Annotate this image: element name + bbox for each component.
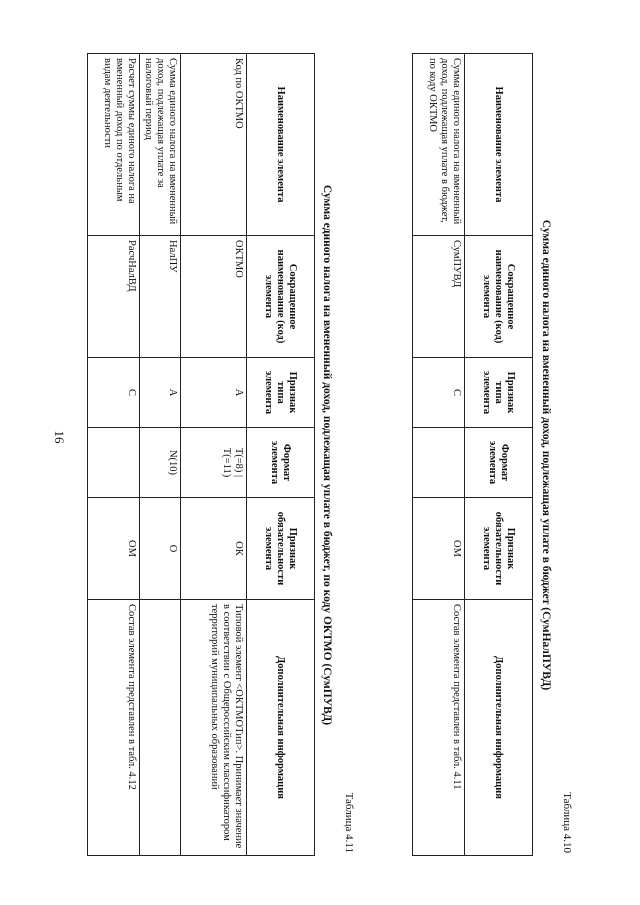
table-row [88,54,140,856]
header-format: Формат элемента [247,428,315,498]
cell-name: Код по ОКТМО [181,54,247,236]
table-caption: Таблица 4.10 [561,792,573,853]
page-number: 16 [52,430,67,444]
header-format: Формат элемента [465,428,533,498]
cell-type: А [140,358,181,428]
cell-info: Состав элемента представлен в табл. 4.11 [413,600,465,856]
cell-code: ОКТМО [181,236,247,358]
table-title: Сумма единого налога на вмененный доход, подлежащая уплате в бюджет, по коду ОКТМО (СумПУВД) [321,184,333,726]
header-required: Признак обязательности элемента [247,498,315,600]
table-row [413,54,465,856]
table-4-10 [412,53,533,856]
table-4-11-block [15,15,365,895]
cell-required: ОМ [88,498,140,600]
cell-type: С [413,358,465,428]
table-row [140,54,181,856]
cell-code: РасчНалВД [88,236,140,358]
table-4-11 [87,53,315,856]
cell-format: N(10) [140,428,181,498]
cell-info: Состав элемента представлен в табл. 4.12 [88,600,140,856]
cell-format [413,428,465,498]
cell-type: А [181,358,247,428]
header-code: Сокращенное наименование (код) элемента [247,236,315,358]
table-4-10-block [365,15,615,895]
rotated-content [15,15,615,895]
cell-type: С [88,358,140,428]
cell-name: Расчет суммы единого налога на вмененный доход по отдельным видам деятельности [88,54,140,236]
cell-name: Сумма единого налога на вмененный доход, подлежащая уплате в бюджет, по коду ОКТМО [413,54,465,236]
cell-required: ОК [181,498,247,600]
header-type: Признак типа элемента [247,358,315,428]
table-row [181,54,247,856]
header-info: Дополнительная информация [247,600,315,856]
cell-code: СумПУВД [413,236,465,358]
table-caption: Таблица 4.11 [343,792,355,853]
header-name: Наименование элемента [247,54,315,236]
cell-info: Типовой элемент <ОКТМОТип>. Принимает значение в соответствии с Общероссийским классификатором территорий муниципальных образований [181,600,247,856]
cell-required: ОМ [413,498,465,600]
cell-code: НалПУ [140,236,181,358]
cell-name: Сумма единого налога на вмененный доход, подлежащая уплате за налоговый период [140,54,181,236]
cell-format [88,428,140,498]
cell-info [140,600,181,856]
header-info: Дополнительная информация [465,600,533,856]
header-required: Признак обязательности элемента [465,498,533,600]
table-title: Сумма единого налога на вмененный доход, подлежащая уплате в бюджет (СумНалПУВД) [540,219,552,691]
cell-required: О [140,498,181,600]
header-code: Сокращенное наименование (код) элемента [465,236,533,358]
cell-format: T(=8) | T(=11) [181,428,247,498]
header-name: Наименование элемента [465,54,533,236]
header-type: Признак типа элемента [465,358,533,428]
